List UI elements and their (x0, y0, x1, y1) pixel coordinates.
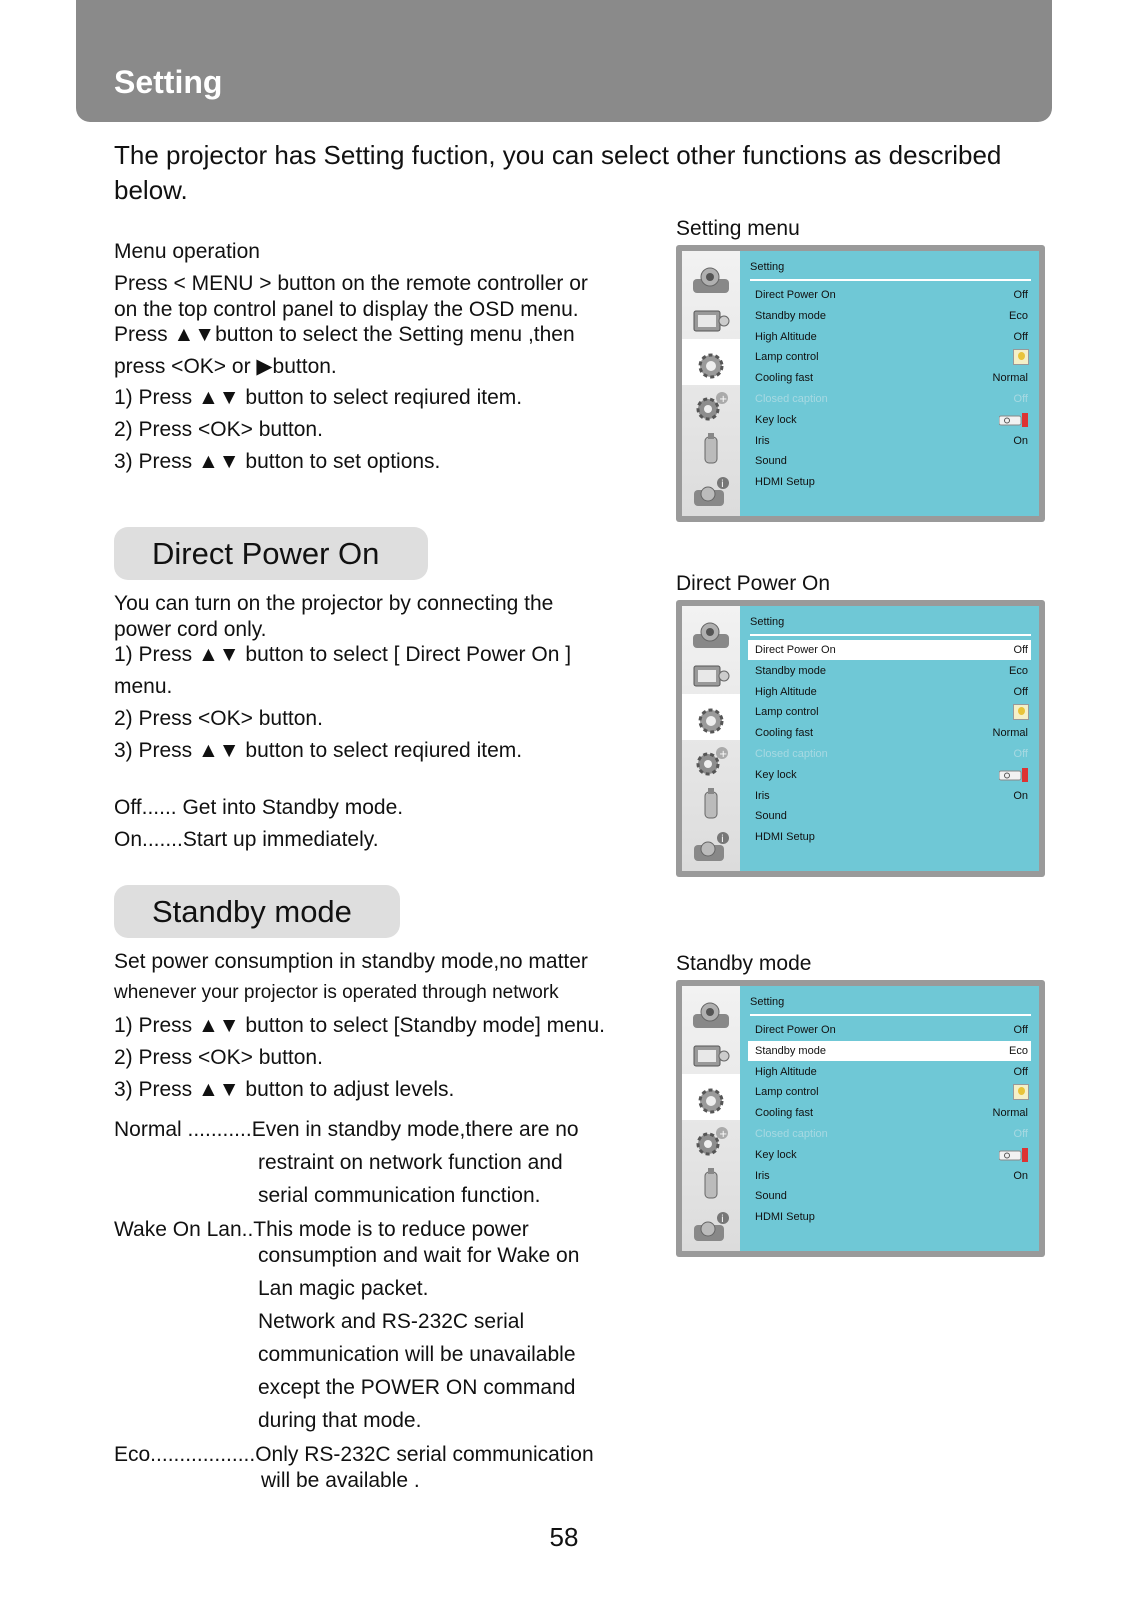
sm-wol-cont: Network and RS-232C serial (258, 1310, 525, 1333)
osd-sidebar (682, 986, 740, 1251)
osd-menu-item[interactable] (748, 1166, 1031, 1186)
osd-panel (740, 986, 1039, 1251)
osd-item-label: Key lock (755, 413, 797, 426)
sm-eco: Eco..................Only RS-232C serial communication (114, 1443, 594, 1466)
osd-item-label: Lamp control (755, 1086, 819, 1099)
osd-title-rule (750, 279, 1031, 281)
sm-wol: Wake On Lan..This mode is to reduce power (114, 1218, 529, 1241)
osd-title: Setting (750, 996, 785, 1008)
osd-item-value: On (1013, 1169, 1028, 1182)
osd-setting-menu (676, 245, 1045, 522)
osd-item-label: High Altitude (755, 330, 817, 343)
osd-item-label: Closed caption (755, 1128, 828, 1140)
osd-menu-item[interactable] (748, 1062, 1031, 1082)
osd-item-value: On (1013, 789, 1028, 802)
osd-item-value: Off (1013, 1128, 1028, 1140)
osd-item-label: Lamp control (755, 706, 819, 719)
osd-title-rule (750, 1014, 1031, 1016)
osd-item-label: HDMI Setup (755, 831, 815, 844)
osd-item-label: Iris (755, 789, 770, 802)
usb-icon[interactable] (690, 1166, 732, 1202)
svg-text:i: i (721, 1214, 724, 1225)
info-icon[interactable] (690, 829, 732, 865)
dpo-line: 1) Press ▲▼ button to select [ Direct Power On ] (114, 643, 572, 666)
picture-icon[interactable] (690, 658, 732, 694)
osd-item-label: Sound (755, 810, 787, 823)
menu-op-line: press <OK> or ▶button. (114, 355, 337, 378)
osd-menu-item[interactable] (748, 661, 1031, 681)
osd-direct-power-on (676, 600, 1045, 877)
page-number: 58 (549, 1522, 579, 1552)
osd-menu-item[interactable] (748, 702, 1031, 722)
osd-item-label: Standby mode (755, 309, 826, 322)
caption-direct-power-on: Direct Power On (676, 572, 831, 595)
lamp-icon (1013, 349, 1029, 365)
osd-item-label: Sound (755, 1190, 787, 1203)
dpo-option-off: Off...... Get into Standby mode. (114, 796, 404, 819)
osd-menu-item[interactable] (748, 723, 1031, 743)
osd-menu-item[interactable] (748, 327, 1031, 347)
osd-item-label: Direct Power On (755, 289, 836, 301)
key-lock-icon (999, 1148, 1029, 1162)
osd-item-value: Normal (992, 372, 1028, 385)
standby-mode-heading: Standby mode (114, 885, 400, 938)
info-icon[interactable] (690, 474, 732, 510)
osd-menu-item[interactable] (748, 389, 1031, 409)
osd-menu-item[interactable] (748, 827, 1031, 847)
svg-text:i: i (721, 834, 724, 845)
osd-item-label: Iris (755, 1169, 770, 1182)
osd-item-value: Off (1013, 393, 1028, 405)
caption-setting-menu: Setting menu (676, 217, 800, 240)
osd-menu-item[interactable] (748, 765, 1031, 785)
osd-menu-item[interactable] (748, 1145, 1031, 1165)
key-lock-icon (999, 768, 1029, 782)
key-lock-icon (999, 413, 1029, 427)
sm-wol-cont: Lan magic packet. (258, 1277, 429, 1300)
menu-op-line: 2) Press <OK> button. (114, 418, 323, 441)
osd-item-label: Key lock (755, 768, 797, 781)
osd-item-value: Normal (992, 727, 1028, 740)
menu-op-line: 3) Press ▲▼ button to set options. (114, 450, 441, 473)
osd-menu-item[interactable] (748, 410, 1031, 430)
sm-wol-cont: during that mode. (258, 1409, 422, 1432)
osd-item-label: High Altitude (755, 685, 817, 698)
osd-item-label: Cooling fast (755, 727, 814, 740)
osd-item-value: Off (1013, 644, 1028, 656)
dpo-option-on: On.......Start up immediately. (114, 828, 379, 851)
svg-text:+: + (719, 1129, 728, 1140)
picture-icon[interactable] (690, 303, 732, 339)
osd-title: Setting (750, 261, 785, 273)
menu-op-line: on the top control panel to display the OSD menu. (114, 298, 579, 321)
osd-menu-item[interactable] (748, 640, 1031, 660)
sm-line: Set power consumption in standby mode,no matter (114, 950, 588, 973)
osd-menu-item[interactable] (748, 1186, 1031, 1206)
osd-item-value: Normal (992, 1107, 1028, 1120)
sm-line: whenever your projector is operated through network (114, 982, 559, 1003)
dpo-line: power cord only. (114, 618, 267, 641)
osd-item-label: Cooling fast (755, 1107, 814, 1120)
osd-item-value: Off (1013, 1065, 1028, 1078)
osd-item-value: Eco (1009, 309, 1028, 322)
osd-item-label: Direct Power On (755, 1024, 836, 1036)
osd-menu-item[interactable] (748, 1082, 1031, 1102)
dpo-line: 2) Press <OK> button. (114, 707, 323, 730)
osd-menu-item[interactable] (748, 1041, 1031, 1061)
sm-normal-cont: restraint on network function and (258, 1151, 563, 1174)
osd-menu-item[interactable] (748, 285, 1031, 305)
osd-menu-item[interactable] (748, 1207, 1031, 1227)
osd-panel (740, 606, 1039, 871)
osd-item-label: Direct Power On (755, 644, 836, 656)
osd-item-value: On (1013, 434, 1028, 447)
osd-menu-item[interactable] (748, 1020, 1031, 1040)
osd-item-label: HDMI Setup (755, 476, 815, 489)
osd-menu-item[interactable] (748, 786, 1031, 806)
osd-title: Setting (750, 616, 785, 628)
osd-sidebar (682, 606, 740, 871)
osd-standby-mode (676, 980, 1045, 1257)
osd-menu-item[interactable] (748, 451, 1031, 471)
osd-menu-item[interactable] (748, 431, 1031, 451)
menu-op-line: Press < MENU > button on the remote controller or (114, 272, 588, 295)
sm-wol-cont: consumption and wait for Wake on (258, 1244, 580, 1267)
osd-item-label: Lamp control (755, 351, 819, 364)
osd-item-value: Off (1013, 748, 1028, 760)
svg-text:+: + (719, 749, 728, 760)
osd-sidebar (682, 251, 740, 516)
sm-normal: Normal ...........Even in standby mode,there are no (114, 1118, 579, 1141)
menu-op-line: Press ▲▼button to select the Setting menu ,then (114, 323, 575, 346)
lamp-icon (1013, 704, 1029, 720)
osd-item-label: High Altitude (755, 1065, 817, 1078)
usb-icon[interactable] (690, 786, 732, 822)
osd-menu-item[interactable] (748, 744, 1031, 764)
osd-item-label: Closed caption (755, 393, 828, 405)
setting-icon[interactable] (690, 703, 732, 739)
osd-item-label: Standby mode (755, 1044, 826, 1057)
setting-icon[interactable] (690, 348, 732, 384)
picture-icon[interactable] (690, 1038, 732, 1074)
display-icon[interactable] (690, 261, 732, 297)
osd-item-value: Eco (1009, 664, 1028, 677)
sm-line: 1) Press ▲▼ button to select [Standby mode] menu. (114, 1014, 605, 1037)
osd-menu-item[interactable] (748, 806, 1031, 826)
caption-standby-mode: Standby mode (676, 952, 812, 975)
sm-wol-cont: except the POWER ON command (258, 1376, 576, 1399)
osd-menu-item[interactable] (748, 347, 1031, 367)
sm-line: 2) Press <OK> button. (114, 1046, 323, 1069)
osd-item-value: Off (1013, 330, 1028, 343)
advanced-icon[interactable] (690, 389, 732, 425)
osd-menu-item[interactable] (748, 682, 1031, 702)
intro-text: The projector has Setting fuction, you can select other functions as described below. (114, 140, 1002, 205)
osd-panel (740, 251, 1039, 516)
osd-menu-item[interactable] (748, 1124, 1031, 1144)
header-bar (76, 0, 1052, 122)
osd-item-value: Off (1013, 1024, 1028, 1036)
direct-power-on-heading: Direct Power On (114, 527, 428, 580)
dpo-line: menu. (114, 675, 173, 698)
svg-text:+: + (719, 394, 728, 405)
osd-item-value: Eco (1009, 1044, 1028, 1057)
menu-op-line: 1) Press ▲▼ button to select reqiured item. (114, 386, 523, 409)
osd-item-label: Key lock (755, 1148, 797, 1161)
dpo-line: You can turn on the projector by connecting the (114, 592, 554, 615)
sm-line: 3) Press ▲▼ button to adjust levels. (114, 1078, 455, 1101)
sm-normal-cont: serial communication function. (258, 1184, 541, 1207)
menu-operation-heading: Menu operation (114, 240, 260, 263)
osd-item-label: Cooling fast (755, 372, 814, 385)
lamp-icon (1013, 1084, 1029, 1100)
dpo-line: 3) Press ▲▼ button to select reqiured item. (114, 739, 523, 762)
sm-eco-cont: will be available . (261, 1469, 420, 1492)
osd-menu-item[interactable] (748, 1103, 1031, 1123)
advanced-icon[interactable] (690, 1124, 732, 1160)
osd-item-value: Off (1013, 685, 1028, 698)
osd-title-rule (750, 634, 1031, 636)
osd-item-label: HDMI Setup (755, 1211, 815, 1224)
osd-menu-item[interactable] (748, 368, 1031, 388)
page-title: Setting (114, 64, 223, 100)
osd-item-value: Off (1013, 289, 1028, 301)
osd-item-label: Closed caption (755, 748, 828, 760)
osd-item-label: Iris (755, 434, 770, 447)
info-icon[interactable] (690, 1209, 732, 1245)
advanced-icon[interactable] (690, 744, 732, 780)
osd-item-label: Sound (755, 455, 787, 468)
osd-menu-item[interactable] (748, 306, 1031, 326)
display-icon[interactable] (690, 616, 732, 652)
osd-menu-item[interactable] (748, 472, 1031, 492)
sm-wol-cont: communication will be unavailable (258, 1343, 576, 1366)
usb-icon[interactable] (690, 431, 732, 467)
setting-icon[interactable] (690, 1083, 732, 1119)
osd-item-label: Standby mode (755, 664, 826, 677)
svg-text:i: i (721, 479, 724, 490)
display-icon[interactable] (690, 996, 732, 1032)
